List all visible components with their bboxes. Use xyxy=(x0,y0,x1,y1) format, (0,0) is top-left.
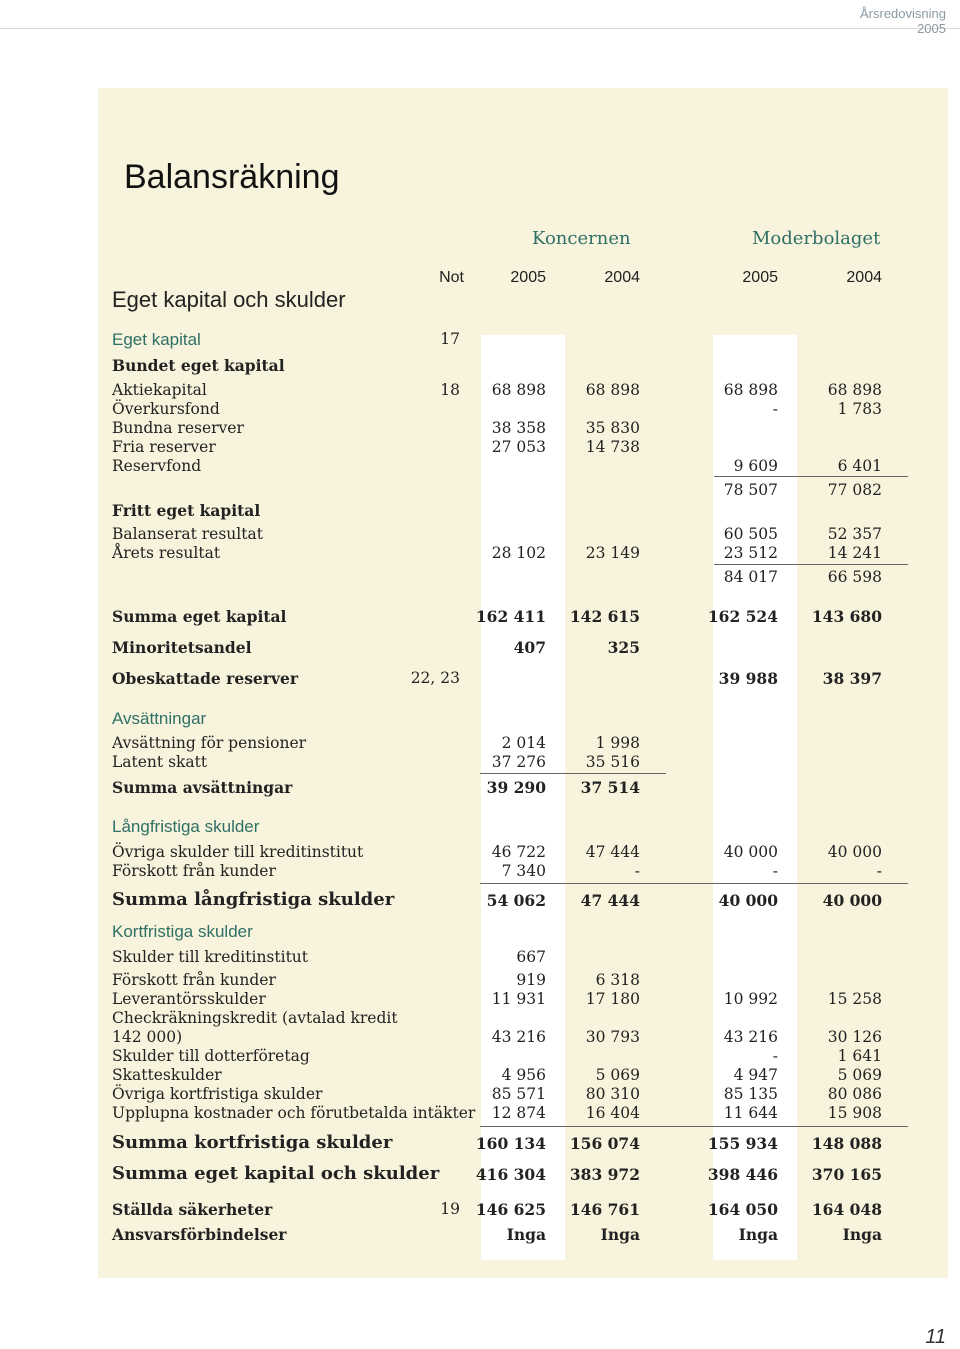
row-value: 43 216 xyxy=(723,1028,778,1046)
row-label: Leverantörsskulder xyxy=(112,990,266,1008)
row-value: 68 898 xyxy=(491,381,546,399)
row-value: 155 934 xyxy=(707,1134,778,1153)
row-label: Checkräkningskredit (avtalad kredit xyxy=(112,1009,398,1027)
row-label: Summa eget kapital och skulder xyxy=(112,1163,440,1184)
row-label: Övriga kortfristiga skulder xyxy=(112,1085,323,1103)
row-value: 52 357 xyxy=(827,525,882,543)
col-header-koncernen-2004: 2004 xyxy=(604,269,640,286)
row-value: 40 000 xyxy=(723,843,778,861)
page-title: Balansräkning xyxy=(124,158,340,196)
row-value: 162 411 xyxy=(475,607,546,626)
subtotal-rule-avsattningar xyxy=(480,773,666,774)
row-label: Aktiekapital xyxy=(112,381,207,399)
subtotal-rule-bundet xyxy=(714,476,908,477)
row-value: 39 290 xyxy=(486,778,546,797)
row-value: 12 874 xyxy=(491,1104,546,1122)
row-value: - xyxy=(772,1047,778,1065)
row-label: Fria reserver xyxy=(112,438,216,456)
row-value: 35 516 xyxy=(585,753,640,771)
row-label: Skulder till dotterföretag xyxy=(112,1047,310,1065)
row-value: 667 xyxy=(516,948,546,966)
row-label: Summa långfristiga skulder xyxy=(112,889,395,910)
row-note: 19 xyxy=(440,1200,460,1218)
group-moderbolaget: Moderbolaget xyxy=(752,228,881,249)
row-value: 4 956 xyxy=(501,1066,546,1084)
row-label: Summa eget kapital xyxy=(112,607,287,626)
row-value: 85 135 xyxy=(723,1085,778,1103)
row-value: 4 947 xyxy=(733,1066,778,1084)
row-value: 14 241 xyxy=(827,544,882,562)
row-value: 143 680 xyxy=(811,607,882,626)
row-value: 40 000 xyxy=(822,891,882,910)
row-value: 162 524 xyxy=(707,607,778,626)
row-value: 160 134 xyxy=(475,1134,546,1153)
row-label: Summa kortfristiga skulder xyxy=(112,1132,393,1153)
section-label: Långfristiga skulder xyxy=(112,817,260,836)
row-value: 919 xyxy=(516,971,546,989)
row-value: 398 446 xyxy=(707,1165,778,1184)
running-header xyxy=(860,6,946,36)
row-label: Avsättning för pensioner xyxy=(112,734,307,752)
row-value: 370 165 xyxy=(811,1165,882,1184)
row-value: 68 898 xyxy=(723,381,778,399)
row-value: 38 358 xyxy=(491,419,546,437)
row-value: 23 149 xyxy=(585,544,640,562)
row-value: 1 783 xyxy=(837,400,882,418)
row-label: Årets resultat xyxy=(112,544,221,562)
row-value: 325 xyxy=(607,638,640,657)
row-value: 27 053 xyxy=(491,438,546,456)
row-value: 37 276 xyxy=(491,753,546,771)
row-value: 5 069 xyxy=(595,1066,640,1084)
row-value: 47 444 xyxy=(580,891,640,910)
row-value: 39 988 xyxy=(718,669,778,688)
row-value: 37 514 xyxy=(580,778,640,797)
row-value: 84 017 xyxy=(723,568,778,586)
row-label: Bundet eget kapital xyxy=(112,356,285,375)
row-value: 14 738 xyxy=(585,438,640,456)
row-value: 1 998 xyxy=(595,734,640,752)
row-value: 68 898 xyxy=(585,381,640,399)
section-label: Eget kapital xyxy=(112,330,201,349)
row-note: 18 xyxy=(440,381,460,399)
row-label: Förskott från kunder xyxy=(112,862,276,880)
row-value: 17 180 xyxy=(585,990,640,1008)
row-label: Skulder till kreditinstitut xyxy=(112,948,309,966)
row-value: 146 625 xyxy=(475,1200,546,1219)
row-value: 23 512 xyxy=(723,544,778,562)
row-value: Inga xyxy=(842,1225,882,1244)
row-value: 142 615 xyxy=(569,607,640,626)
row-label: Obeskattade reserver xyxy=(112,669,298,688)
row-value: 416 304 xyxy=(475,1165,546,1184)
section-heading: Eget kapital och skulder xyxy=(112,287,346,312)
row-label: Summa avsättningar xyxy=(112,778,293,797)
row-value: - xyxy=(876,862,882,880)
section-label: Avsättningar xyxy=(112,709,207,728)
col-header-moderbolaget-2004: 2004 xyxy=(846,269,882,286)
row-value: 9 609 xyxy=(733,457,778,475)
row-label: Förskott från kunder xyxy=(112,971,276,989)
page-number: 11 xyxy=(925,1326,946,1348)
row-value: 383 972 xyxy=(569,1165,640,1184)
row-value: 407 xyxy=(513,638,546,657)
row-value: 46 722 xyxy=(491,843,546,861)
row-label: Upplupna kostnader och förutbetalda intäkter xyxy=(112,1104,476,1122)
row-value: 11 931 xyxy=(491,990,546,1008)
row-value: 40 000 xyxy=(718,891,778,910)
row-label: Överkursfond xyxy=(112,400,220,418)
row-value: 164 048 xyxy=(811,1200,882,1219)
row-value: 85 571 xyxy=(491,1085,546,1103)
row-label: Bundna reserver xyxy=(112,419,244,437)
row-value: 6 401 xyxy=(837,457,882,475)
row-value: 38 397 xyxy=(822,669,882,688)
row-label: 142 000) xyxy=(112,1028,183,1046)
row-value: 80 310 xyxy=(585,1085,640,1103)
section-label: Kortfristiga skulder xyxy=(112,922,253,941)
col-header-moderbolaget-2005: 2005 xyxy=(742,269,778,286)
row-value: 60 505 xyxy=(723,525,778,543)
row-value: 15 908 xyxy=(827,1104,882,1122)
row-label: Latent skatt xyxy=(112,753,208,771)
row-value: 164 050 xyxy=(707,1200,778,1219)
row-value: Inga xyxy=(738,1225,778,1244)
row-note: 22, 23 xyxy=(410,669,460,687)
subtotal-rule-fritt xyxy=(714,564,908,565)
row-value: 30 126 xyxy=(827,1028,882,1046)
row-value: 148 088 xyxy=(811,1134,882,1153)
row-label: Reservfond xyxy=(112,457,202,475)
row-value: 30 793 xyxy=(585,1028,640,1046)
row-value: 10 992 xyxy=(723,990,778,1008)
row-value: 43 216 xyxy=(491,1028,546,1046)
row-label: Ansvarsförbindelser xyxy=(112,1225,287,1244)
subtotal-rule-kortfristiga xyxy=(480,1126,908,1127)
row-value: - xyxy=(634,862,640,880)
row-label: Minoritetsandel xyxy=(112,638,252,657)
row-value: 54 062 xyxy=(486,891,546,910)
row-value: 66 598 xyxy=(827,568,882,586)
row-value: 80 086 xyxy=(827,1085,882,1103)
header-doc-title: Årsredovisning xyxy=(860,6,946,21)
row-label: Skatteskulder xyxy=(112,1066,222,1084)
row-note: 17 xyxy=(440,330,460,348)
col-header-not: Not xyxy=(439,269,464,286)
row-value: 16 404 xyxy=(585,1104,640,1122)
row-label: Fritt eget kapital xyxy=(112,501,261,520)
row-label: Balanserat resultat xyxy=(112,525,263,543)
row-value: 146 761 xyxy=(569,1200,640,1219)
row-value: 5 069 xyxy=(837,1066,882,1084)
row-value: 7 340 xyxy=(501,862,546,880)
row-value: 28 102 xyxy=(491,544,546,562)
row-value: 1 641 xyxy=(837,1047,882,1065)
header-rule xyxy=(0,28,960,29)
subtotal-rule-langfristiga xyxy=(480,883,908,884)
col-header-koncernen-2005: 2005 xyxy=(510,269,546,286)
row-value: 78 507 xyxy=(723,481,778,499)
row-value: Inga xyxy=(600,1225,640,1244)
row-value: - xyxy=(772,400,778,418)
row-value: - xyxy=(772,862,778,880)
row-label: Ställda säkerheter xyxy=(112,1200,273,1219)
row-value: 2 014 xyxy=(501,734,546,752)
row-label: Övriga skulder till kreditinstitut xyxy=(112,843,364,861)
row-value: 15 258 xyxy=(827,990,882,1008)
row-value: 77 082 xyxy=(827,481,882,499)
row-value: 6 318 xyxy=(595,971,640,989)
header-year: 2005 xyxy=(917,21,946,36)
row-value: Inga xyxy=(506,1225,546,1244)
row-value: 35 830 xyxy=(585,419,640,437)
row-value: 156 074 xyxy=(569,1134,640,1153)
row-value: 11 644 xyxy=(723,1104,778,1122)
row-value: 40 000 xyxy=(827,843,882,861)
row-value: 68 898 xyxy=(827,381,882,399)
row-value: 47 444 xyxy=(585,843,640,861)
group-koncernen: Koncernen xyxy=(532,228,631,249)
